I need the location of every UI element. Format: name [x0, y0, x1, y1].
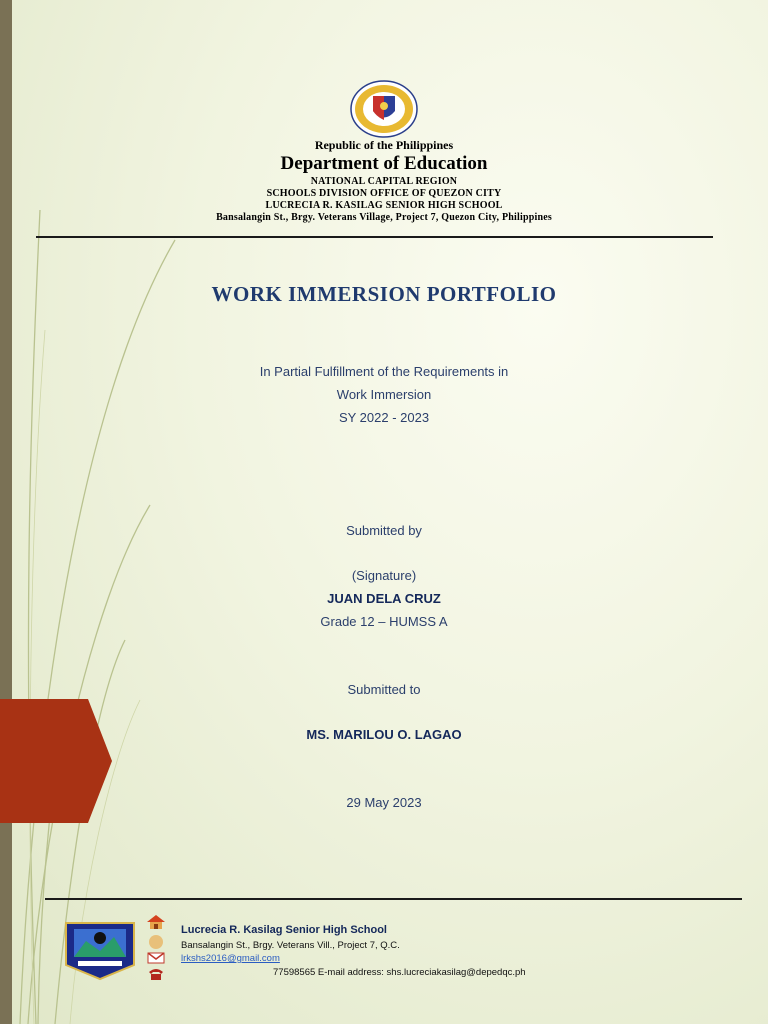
footer-email-link[interactable]: lrkshs2016@gmail.com: [181, 953, 280, 964]
region-text: NATIONAL CAPITAL REGION: [310, 176, 458, 187]
telephone-icon: [146, 966, 166, 982]
footer-address: Bansalangin St., Brgy. Veterans Vill., Project 7, Q.C.: [181, 940, 400, 951]
deped-seal-icon: [350, 80, 418, 138]
fulfillment-line-1: In Partial Fulfillment of the Requirements in: [259, 364, 509, 379]
fulfillment-line-2: Work Immersion: [336, 387, 432, 402]
signature-placeholder: (Signature): [351, 568, 417, 583]
student-name: JUAN DELA CRUZ: [327, 591, 441, 606]
division-text: SCHOOLS DIVISION OFFICE OF QUEZON CITY: [266, 188, 502, 199]
school-logo-icon: [64, 921, 136, 981]
school-year: SY 2022 - 2023: [338, 410, 430, 425]
school-text: LUCRECIA R. KASILAG SENIOR HIGH SCHOOL: [265, 200, 503, 211]
document-date: 29 May 2023: [346, 795, 422, 810]
footer-phone-email: 77598565 E-mail address: shs.lucreciakasilag@depedqc.ph: [273, 967, 526, 978]
house-icon: [146, 914, 166, 930]
header-divider: [36, 236, 713, 238]
student-grade: Grade 12 – HUMSS A: [320, 614, 448, 629]
address-text: Bansalangin St., Brgy. Veterans Village, Project 7, Quezon City, Philippines: [216, 212, 552, 223]
department-title: Department of Education: [280, 153, 488, 174]
submitted-by-label: Submitted by: [346, 523, 422, 538]
republic-text: Republic of the Philippines: [314, 138, 454, 152]
document-title: WORK IMMERSION PORTFOLIO: [211, 282, 557, 306]
footer-school-name: Lucrecia R. Kasilag Senior High School: [181, 924, 387, 936]
location-icon: [146, 934, 166, 950]
footer-divider: [45, 898, 742, 900]
mail-icon: [146, 950, 166, 966]
submitted-to-label: Submitted to: [347, 682, 421, 697]
adviser-name: MS. MARILOU O. LAGAO: [306, 727, 462, 742]
